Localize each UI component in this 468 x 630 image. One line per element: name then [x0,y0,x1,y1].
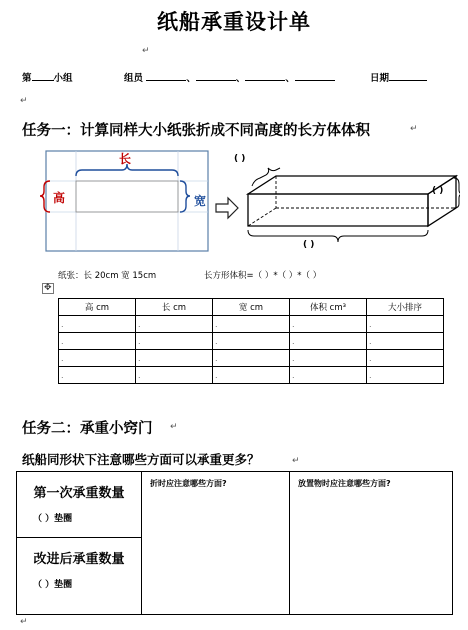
table-cell[interactable]: . [136,350,213,367]
table-cell[interactable]: . [290,333,367,350]
table-cell[interactable]: . [136,333,213,350]
column-header: 宽 cm [213,299,290,316]
paragraph-mark-icon: ↵ [20,617,28,627]
table-cell[interactable]: . [290,350,367,367]
height-label: 高 [53,191,66,205]
column-header: 体积 cm³ [290,299,367,316]
members-label: 组员 [124,73,144,84]
date-label: 日期 [370,73,390,84]
group-suffix: 小组 [53,73,73,84]
length-label: 长 [119,152,132,166]
task2-heading: 任务二：承重小窍门 [22,421,153,437]
height-bracket [40,181,50,212]
paragraph-mark-icon: ↵ [20,96,28,106]
table-cell[interactable]: . [367,316,444,333]
volume-formula: 长方形体积=（ ）*（ ）*（ ） [204,271,322,281]
group-number-blank[interactable] [32,71,54,81]
separator: 、 [235,73,246,84]
table-cell[interactable]: . [59,316,136,333]
table-row [59,350,444,367]
task1-heading: 任务一：计算同样大小纸张折成不同高度的长方体体积 [22,123,370,139]
base-rectangle [76,181,178,212]
column-header: 高 cm [59,299,136,316]
table-cell[interactable]: . [213,350,290,367]
task2-question: 纸船同形状下注意哪些方面可以承重更多？ [22,452,260,467]
place-notes-heading: 放置物时应注意哪些方面? [298,479,391,488]
width-bracket [180,181,190,212]
table-cell[interactable]: . [59,333,136,350]
volume-table [58,298,444,384]
paragraph-mark-icon: ↵ [410,124,418,134]
table-cell[interactable]: . [59,367,136,384]
table-cell[interactable]: . [367,333,444,350]
member-blank-3[interactable] [245,71,285,81]
first-test-title: 第一次承重数量 [33,486,125,501]
cuboid-length-bracket [248,230,428,242]
arrow-icon [216,198,238,218]
table-cell[interactable]: . [136,367,213,384]
table-row [59,333,444,350]
fold-notes-heading: 折时应注意哪些方面? [150,479,227,488]
cuboid-height-bracket [454,178,460,208]
paragraph-mark-icon: ↵ [142,46,150,56]
improved-test-blank[interactable]: （ ）垫圈 [33,580,73,590]
first-test-cell[interactable] [17,472,142,538]
date-blank[interactable] [389,71,427,81]
paragraph-mark-icon: ↵ [170,422,178,432]
table-cell[interactable]: . [213,316,290,333]
member-blank-4[interactable] [295,71,335,81]
separator: 、 [285,73,295,84]
cuboid-hidden-edges [248,176,456,226]
separator: 、 [186,73,196,84]
paragraph-mark-icon: ↵ [292,456,300,466]
fold-notes-cell[interactable] [142,472,290,615]
table-row [59,367,444,384]
table-cell[interactable]: . [213,367,290,384]
column-header: 大小排序 [367,299,444,316]
member-blank-2[interactable] [196,71,236,81]
cuboid-width-blank[interactable]: ( ) [234,154,246,164]
table-cell[interactable]: . [213,333,290,350]
first-test-blank[interactable]: （ ）垫圈 [33,514,73,524]
width-label: 宽 [194,194,207,208]
members-field [124,70,335,84]
box-folding-diagram [40,146,460,258]
group-prefix: 第 [22,73,32,84]
move-handle-icon[interactable]: ✥ [44,283,52,293]
group-field [22,70,73,84]
improved-test-title: 改进后承重数量 [33,552,125,567]
table-cell[interactable]: . [136,316,213,333]
cuboid-drawing [248,176,456,226]
cuboid-height-blank[interactable]: ( ) [432,186,444,196]
paper-size-info: 纸张：长 20cm 宽 15cm [58,271,157,281]
date-field [370,70,427,84]
table-cell[interactable]: . [59,350,136,367]
table-row [59,316,444,333]
table-row [17,472,453,538]
load-test-table [16,471,453,615]
table-cell[interactable]: . [290,367,367,384]
place-notes-cell[interactable] [290,472,453,615]
table-cell[interactable]: . [367,367,444,384]
table-cell[interactable]: . [290,316,367,333]
page-title: 纸船承重设计单 [157,9,311,34]
table-header-row [59,299,444,316]
improved-test-cell[interactable] [17,538,142,615]
column-header: 长 cm [136,299,213,316]
cuboid-length-blank[interactable]: ( ) [303,240,315,250]
member-blank-1[interactable] [146,71,186,81]
table-cell[interactable]: . [367,350,444,367]
